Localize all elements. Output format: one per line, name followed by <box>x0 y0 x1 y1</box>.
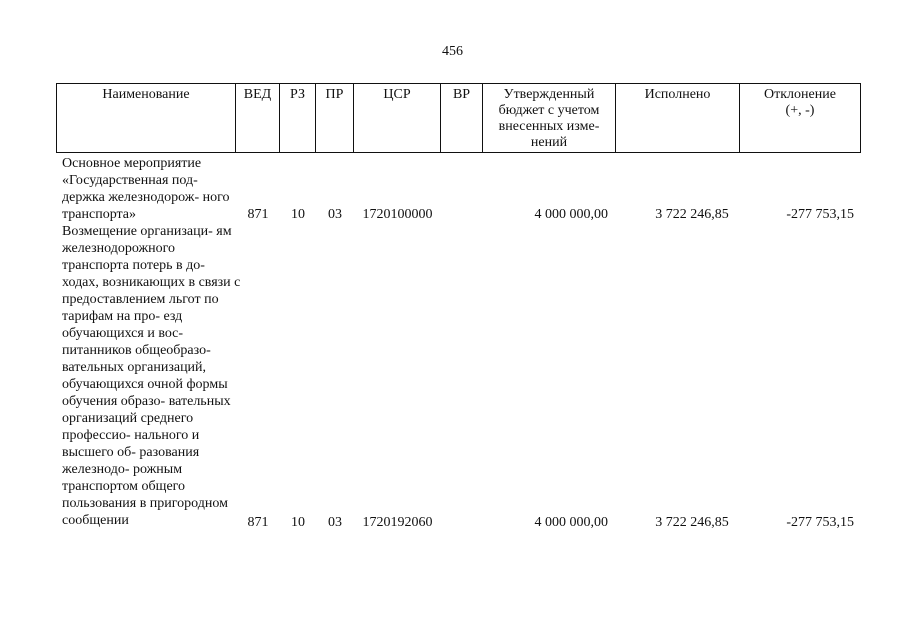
header-name: Наименование <box>57 84 236 152</box>
table-header <box>56 83 861 153</box>
row-1-ved: 871 <box>247 207 269 222</box>
header-executed: Исполнено <box>616 84 740 152</box>
header-csr: ЦСР <box>354 84 441 152</box>
row-1-name: Основное мероприятие «Государственная под- держка железнодорож- ного транспорта» <box>62 156 230 222</box>
row-2-ved: 871 <box>247 515 269 530</box>
row-1-csr: 1720100000 <box>362 207 433 222</box>
row-2-budget: 4 000 000,00 <box>534 515 608 530</box>
row-2-rz: 10 <box>291 515 305 530</box>
row-2-pr: 03 <box>328 515 342 530</box>
header-pr: ПР <box>316 84 354 152</box>
row-1-executed: 3 722 246,85 <box>655 207 729 222</box>
row-1-deviation: -277 753,15 <box>786 207 854 222</box>
row-1-budget: 4 000 000,00 <box>534 207 608 222</box>
row-2-csr: 1720192060 <box>362 515 433 530</box>
header-rz: РЗ <box>280 84 316 152</box>
row-2-name: Возмещение организаци- ям железнодорожного транспорта потерь в до- ходах, возникающих в связи с предоставлением льгот по тарифам на про- езд обучающихся и вос- питанников общеобразо- вательных организаций, обучающихся очной формы обучения образо- вательных организаций среднего профессио- нального и высшего об- разования железнодо- рожным транспортом общего пользования в пригородном сообщении <box>62 224 241 528</box>
page-number: 456 <box>442 44 463 59</box>
row-1-pr: 03 <box>328 207 342 222</box>
header-deviation: Отклонение (+, -) <box>764 87 836 118</box>
header-budget: Утвержденный бюджет с учетом внесенных изме- нений <box>483 84 616 152</box>
header-vr: ВР <box>441 84 483 152</box>
row-1-rz: 10 <box>291 207 305 222</box>
row-2-executed: 3 722 246,85 <box>655 515 729 530</box>
header-ved: ВЕД <box>236 84 280 152</box>
row-2-deviation: -277 753,15 <box>786 515 854 530</box>
